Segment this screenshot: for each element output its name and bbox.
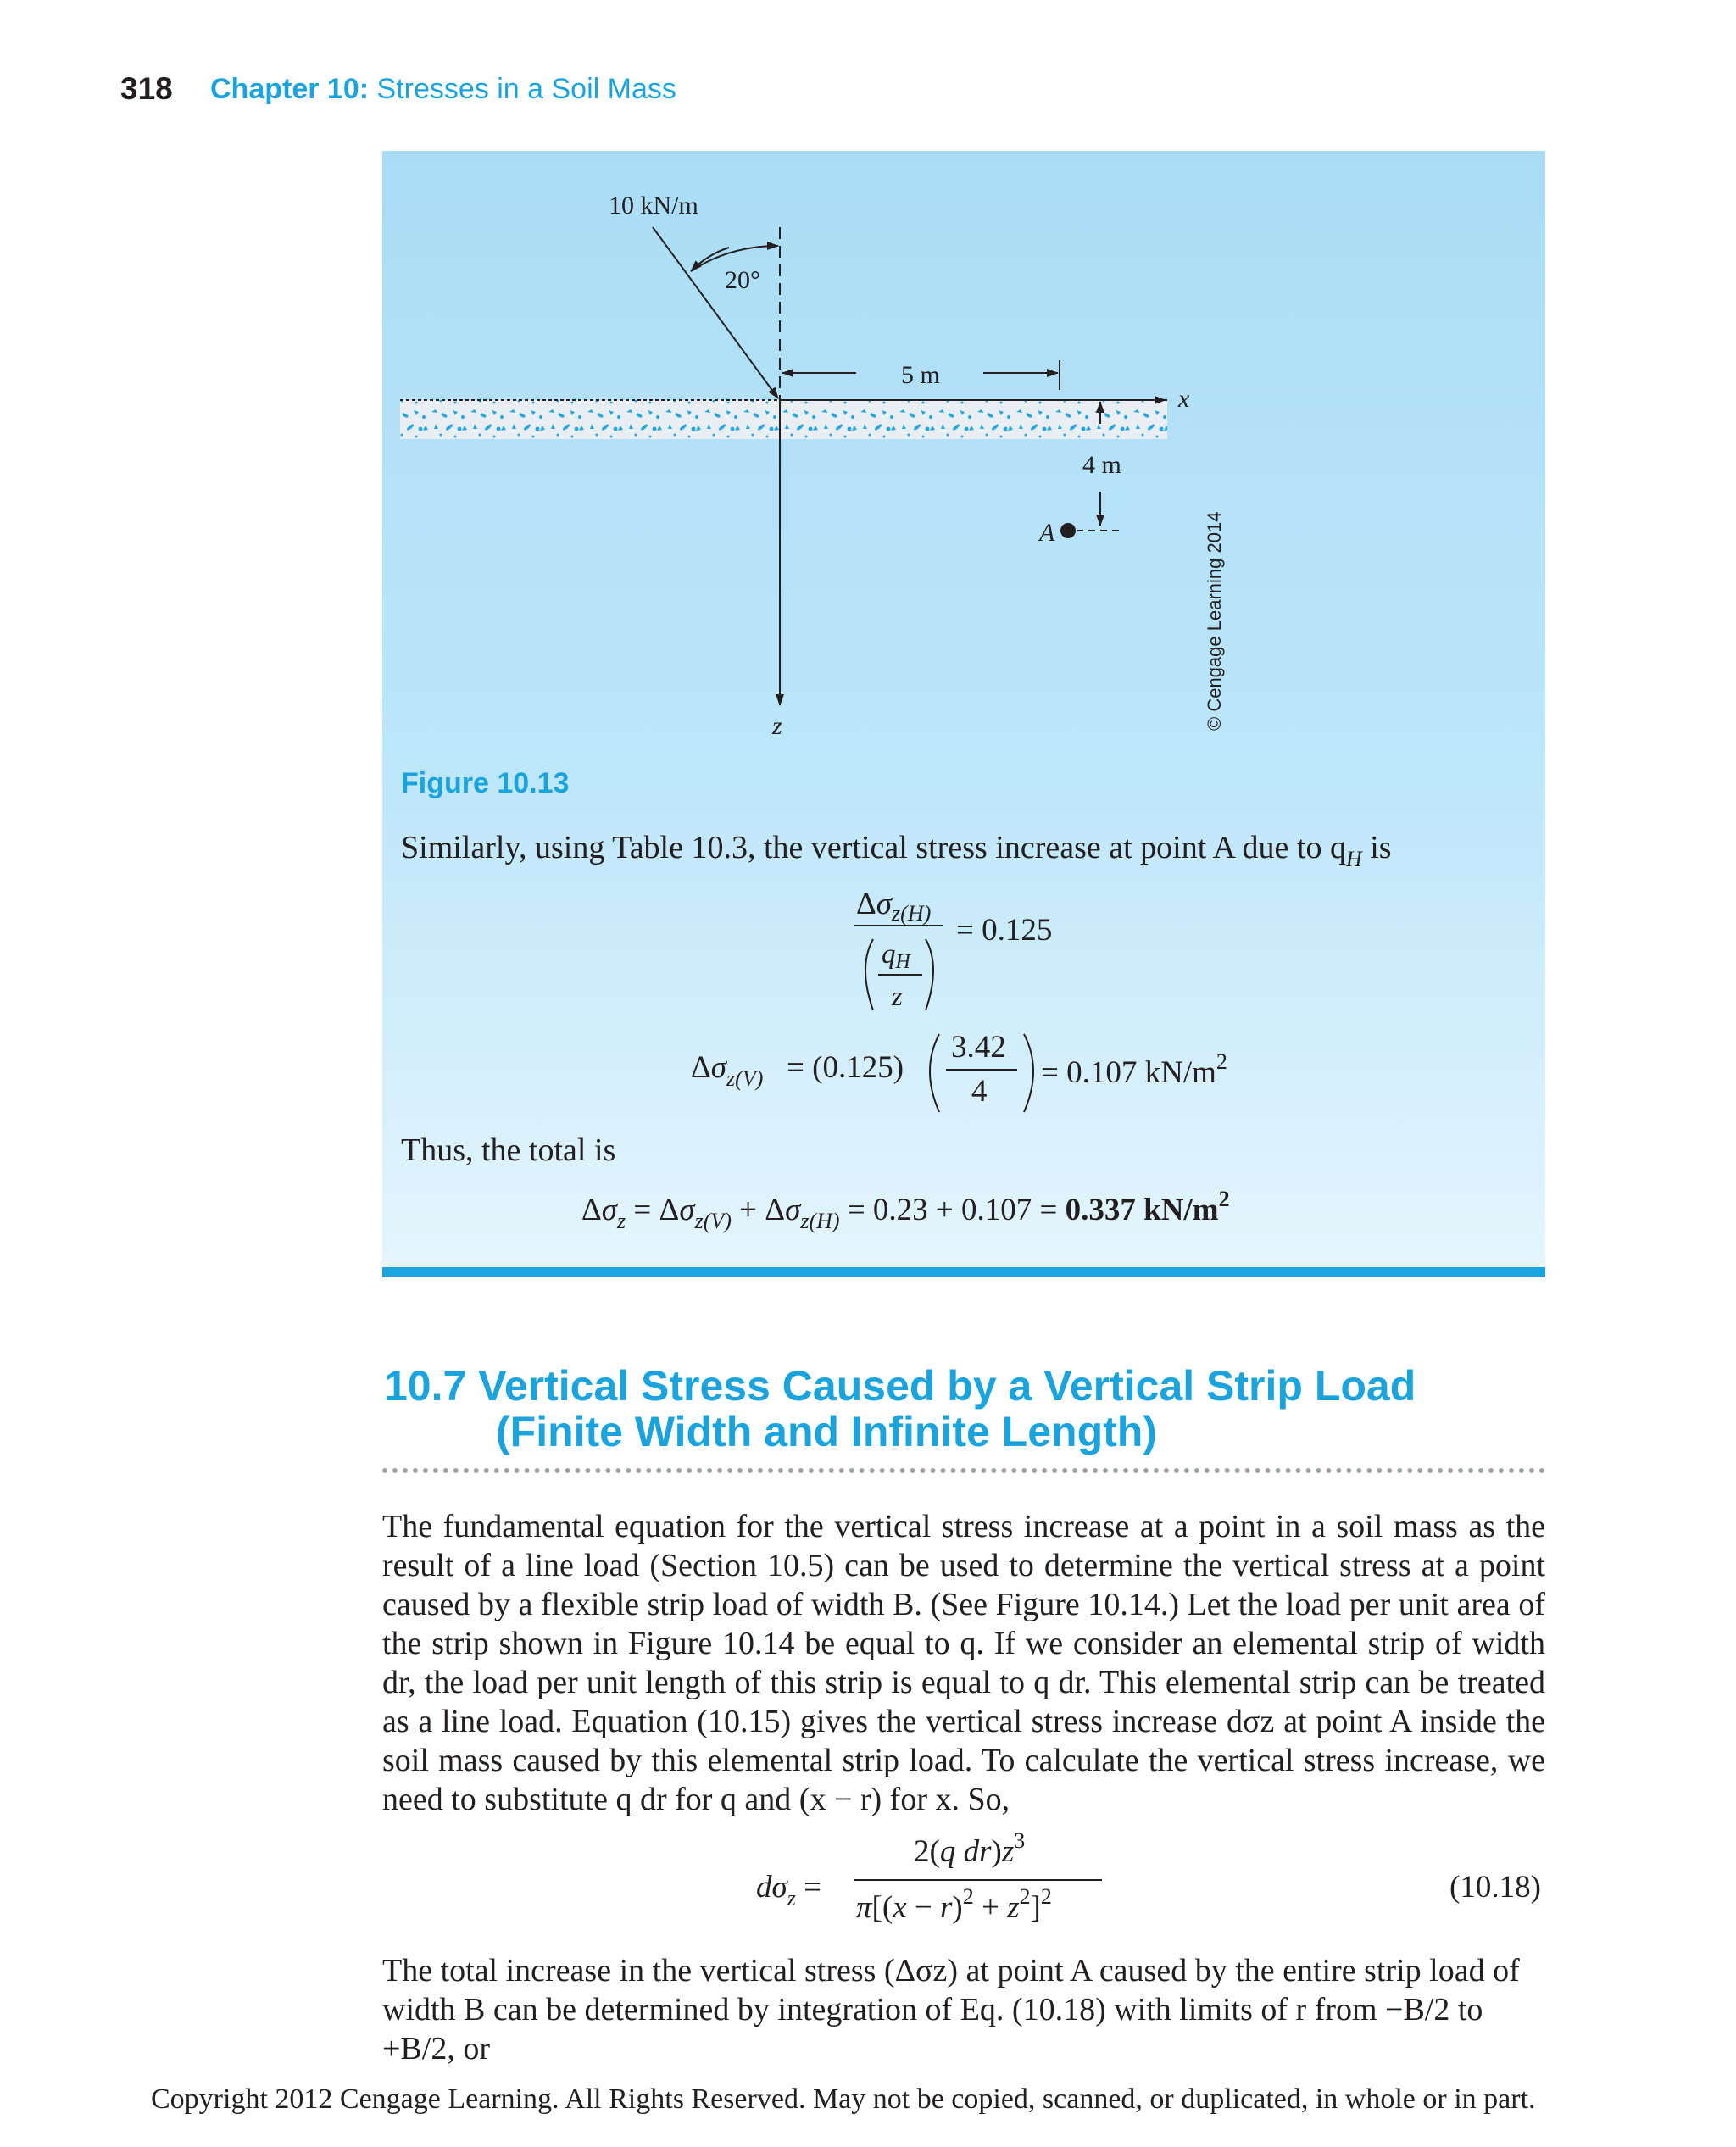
figure-copyright: © Cengage Learning 2014 xyxy=(1204,511,1225,731)
z-axis-label: z xyxy=(772,712,782,740)
point-a-label: A xyxy=(1039,519,1055,547)
equation-number: (10.18) xyxy=(1449,1870,1541,1905)
similarly-text: Similarly, using Table 10.3, the vertical stress increase at point A due to q xyxy=(401,830,1346,865)
eq-10-18-lhs: $d\sigma_z$ = xyxy=(756,1870,821,1911)
svg-text:qH: qH xyxy=(882,939,910,973)
eq3-result: 0.337 $kN/m^2$ xyxy=(1065,1187,1230,1227)
eq2-denominator: 4 xyxy=(971,1074,988,1109)
body-paragraph-2: The total increase in the vertical stress (Δσz) at point A caused by the entire strip load of width B can be determined by integration of Eq. (10.18) with limits of r from −B/2 to +B/2, or xyxy=(382,1953,1520,2066)
svg-text:z: z xyxy=(892,982,903,1012)
eq2-coefficient: = (0.125) xyxy=(787,1050,904,1085)
dimension-5m: 5 m xyxy=(901,361,940,389)
dimension-4m: 4 m xyxy=(1082,451,1121,479)
section-title-line1: Vertical Stress Caused by a Vertical Strip Load xyxy=(478,1362,1416,1410)
section-title-line2: (Finite Width and Infinite Length) xyxy=(496,1408,1157,1455)
eq2-lhs: $\Delta\sigma_{z(V)}$ xyxy=(691,1050,764,1091)
thus-sentence: Thus, the total is xyxy=(401,1132,616,1168)
body-paragraph-1: The fundamental equation for the vertical stress increase at a point in a soil mass as the result of a line load (Section 10.5) can be used to determine the vertical stress at a point caused by a flexible strip load of width B. (See Figure 10.14.) Let the load per unit area of the strip shown in Figure 10.14 be equal to q. If we consider an elemental strip of width dr, the load per unit length of this strip is equal to q dr. This elemental strip can be treated as a line load. Equation (10.15) gives the vertical stress increase dσz at point A inside the soil mass caused by this elemental strip load. To calculate the vertical stress increase, we need to substitute q dr for q and (x − r) for x. So, xyxy=(382,1509,1545,1817)
svg-text:π[(x − r)2 + z2]2: $\pi[(x - r)^2 + z^2]^2$ xyxy=(856,1884,1052,1925)
chapter-title: Stresses in a Soil Mass xyxy=(376,73,676,105)
eq1-rhs: = 0.125 xyxy=(956,913,1053,948)
eq2-numerator: 3.42 xyxy=(951,1030,1006,1065)
page-number: 318 xyxy=(120,71,173,106)
chapter-label: Chapter 10: xyxy=(210,73,370,105)
eq3: $\Delta\sigma_z = \Delta\sigma_{z(V)} + \Delta\sigma_{z(H)} = 0.23 + 0.107 = 0.337$ $kN/m^2$ xyxy=(581,1187,1230,1233)
similarly-end: is xyxy=(1361,830,1392,865)
angle-label: 20° xyxy=(725,266,760,294)
eq2-rhs-sup: 2 xyxy=(1216,1049,1227,1074)
similarly-sub: H xyxy=(1345,847,1362,871)
svg-text:Δσz(H): $\Delta\sigma_{z(H)}$ xyxy=(856,887,932,926)
section-number: 10.7 xyxy=(384,1362,467,1410)
x-axis-label: x xyxy=(1178,385,1190,413)
figure-caption: Figure 10.13 xyxy=(401,767,570,799)
copyright-footer: Copyright 2012 Cengage Learning. All Rights Reserved. May not be copied, scanned, or duplicated, in whole or in part. xyxy=(151,2083,1536,2115)
eq3-mid: = 0.23 + 0.107 = xyxy=(847,1193,1058,1227)
load-label: 10 kN/m xyxy=(609,192,698,220)
svg-text:2(q dr)z3: 2(q $dr)z^3$ xyxy=(914,1828,1026,1869)
eq2-rhs-text: = 0.107 kN/m xyxy=(1041,1055,1216,1090)
